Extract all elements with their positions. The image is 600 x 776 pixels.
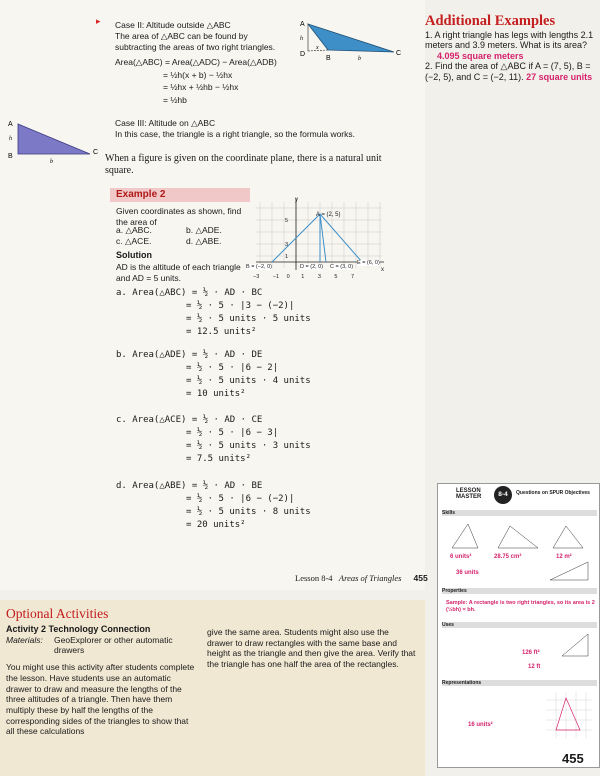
activity-heading: Activity 2 Technology Connection [6,624,151,634]
answer-6: 12 ft [528,664,541,670]
x-tick: −3 [253,274,260,280]
lesson-badge: 8-4 [494,486,512,504]
point-a-label: A = (2, 5) [316,212,341,218]
uses-figure [558,630,596,660]
x-tick: 1 [301,274,305,280]
y-axis-label: y [295,197,298,203]
solution-line: = ½ · 5 units · 8 units [186,507,311,517]
example-1-question: 1. A right triangle has legs with lengths 2.1 meters and 3.9 meters. What is its area? [425,29,594,50]
lesson-title: Areas of Triangles [338,573,402,583]
section-uses: Uses [442,622,597,628]
section-skills: Skills [442,510,597,516]
solution-line: = ½ · 5 · |6 − (−2)| [186,494,295,504]
solution-line: = 20 units² [186,520,246,530]
additional-examples [425,13,600,82]
solution-line: = ½ · 5 · |6 − 3| [186,428,279,438]
skills-figure-4 [548,560,593,582]
solution-line: d. Area(△ABE) = ½ · AD · BE [116,481,263,491]
solution-c [116,414,311,466]
case-three-triangle-figure [6,118,106,166]
point-e-label: E = (6, 0) [357,260,380,266]
solution-line: b. Area(△ADE) = ½ · AD · DE [116,350,263,360]
right-triangle [18,124,90,154]
x-tick-labels [253,274,388,280]
coordinate-graph [252,196,387,286]
label-d: D [300,51,306,58]
case-two-text [115,20,305,53]
solution-line: = ½ · 5 units · 3 units [186,441,311,451]
label-b-side: b [358,56,361,62]
part-c: c. △ACE. [116,236,152,246]
solution-line: = 7.5 units² [186,454,252,464]
answer-3: 12 m² [556,554,572,560]
case-two-triangle-figure [296,18,406,68]
additional-example-1 [425,30,600,62]
case-two-line: The area of △ABC can be found by [115,31,248,41]
x-tick: 7 [351,274,355,280]
x-tick: 5 [334,274,338,280]
y-tick-3: 3 [285,242,289,248]
materials-value: GeoExplorer or other automatic drawers [54,634,173,656]
skills-figures [448,520,588,552]
answer-7: 16 units² [468,722,493,728]
part-a: a. △ABC. [116,225,152,235]
triangle-abc [308,24,394,52]
section-properties: Properties [442,588,597,594]
solution-line: = ½ · 5 units · 5 units [186,314,311,324]
x-tick: 3 [317,274,321,280]
optional-column-1 [6,624,196,737]
label-a: A [300,21,305,28]
equation-line: = ½h(x + b) − ½hx [163,69,233,80]
equation-line: = ½hx + ½hb − ½hx [163,82,239,92]
lesson-master-head: LESSON MASTER [456,488,482,500]
solution-line: = 10 units² [186,389,246,399]
answer-4: 36 units [456,570,479,576]
x-axis-label: x [381,267,384,273]
additional-examples-title: Additional Examples [425,13,556,29]
equation-line: = ½hb [163,94,187,105]
solution-line: a. Area(△ABC) = ½ · AD · BC [116,288,263,298]
solution-line: = ½ · 5 · |3 − (−2)| [186,301,295,311]
lesson-footer [295,573,428,583]
representations-graph [542,690,594,740]
example-given: Given coordinates as shown, find the area of [116,206,242,227]
section-representations: Representations [442,680,597,686]
point-c-label: C = (3, 0) [330,264,354,270]
label-b-side: b [50,159,53,165]
properties-answer: Sample: A rectangle is two right triangles, so its area is 2 (½bh) = bh. [446,600,595,613]
equation-line: Area(△ABC) = Area(△ADC) − Area(△ADB) [115,57,277,67]
example-2-question: 2. Find the area of △ABC if A = (7, 5), B = (−2, 5), and C = (−2, 11). [425,61,591,82]
solution-line: = 12.5 units² [186,327,257,337]
answer-2: 28.75 cm² [494,554,522,560]
label-h: h [300,36,303,42]
x-tick: 0 [286,274,290,280]
optional-column-2: give the same area. Students might also use the drawer to draw rectangles with the same base and height as the triangle and then give the area. Verify that the triangle has one half the area of the rectangles. [207,627,416,670]
case-two-title: Case II: Altitude outside △ABC [115,20,231,30]
label-c: C [396,50,402,57]
page-number: 455 [562,751,584,766]
lesson-master-sub: Questions on SPUR Objectives [516,490,590,496]
label-c: C [93,149,99,156]
margin-arrow-icon: ▸ [96,16,101,26]
materials-label: Materials: [6,634,43,645]
point-b-label: B = (−2, 0) [246,264,272,270]
solution-line: c. Area(△ACE) = ½ · AD · CE [116,415,263,425]
example-1-answer: 4.095 square meters [437,50,524,61]
case-three-text [115,118,395,140]
solution-b [116,349,311,401]
label-x: x [316,45,319,51]
lesson-number: Lesson 8-4 [295,573,333,583]
solution-heading: Solution [116,250,152,260]
optional-activities-title: Optional Activities [6,606,109,621]
segment-ac [320,214,326,262]
materials-row [6,635,196,656]
additional-example-2 [425,61,600,82]
case-two-equations [115,56,315,106]
label-b-vertex: B [8,153,13,160]
label-a: A [8,121,13,128]
answer-1: 6 units² [450,554,472,560]
case-three-line: In this case, the triangle is a right triangle, so the formula works. [115,129,356,139]
example-title: Example 2 [116,189,166,200]
lesson-master-thumbnail [437,483,600,768]
solution-d [116,480,311,532]
solution-line: = ½ · 5 units · 4 units [186,376,311,386]
case-two-line: subtracting the areas of two right triangles. [115,42,276,52]
label-b-vertex: B [326,55,331,62]
coordinate-note: When a figure is given on the coordinate plane, there is a natural unit square. [105,153,382,176]
y-tick-1: 1 [285,254,289,260]
solution-text: AD is the altitude of each triangle and AD = 5 units. [116,262,241,283]
part-b: b. △ADE. [186,225,222,235]
example-parts [116,225,256,247]
label-h: h [9,136,12,142]
solution-line: = ½ · 5 · |6 − 2| [186,363,279,373]
example-2-answer: 27 square units [526,71,593,82]
footer-page-number: 455 [413,573,428,583]
activity-text-1: You might use this activity after students complete the lesson. Have students use an automatic drawer to draw and measure the lengths of the three altitudes of a triangle. Then have them multiply these by half the lengths of the corresponding sides of the triangles to show that all these calculations [6,662,195,737]
solution-a [116,287,311,339]
y-tick-5: 5 [285,218,289,224]
case-three-title: Case III: Altitude on △ABC [115,118,216,128]
answer-5: 126 ft² [522,650,540,656]
part-d: d. △ABE. [186,236,222,246]
x-tick: −1 [272,274,280,280]
point-d-label: D = (2, 0) [300,264,324,270]
